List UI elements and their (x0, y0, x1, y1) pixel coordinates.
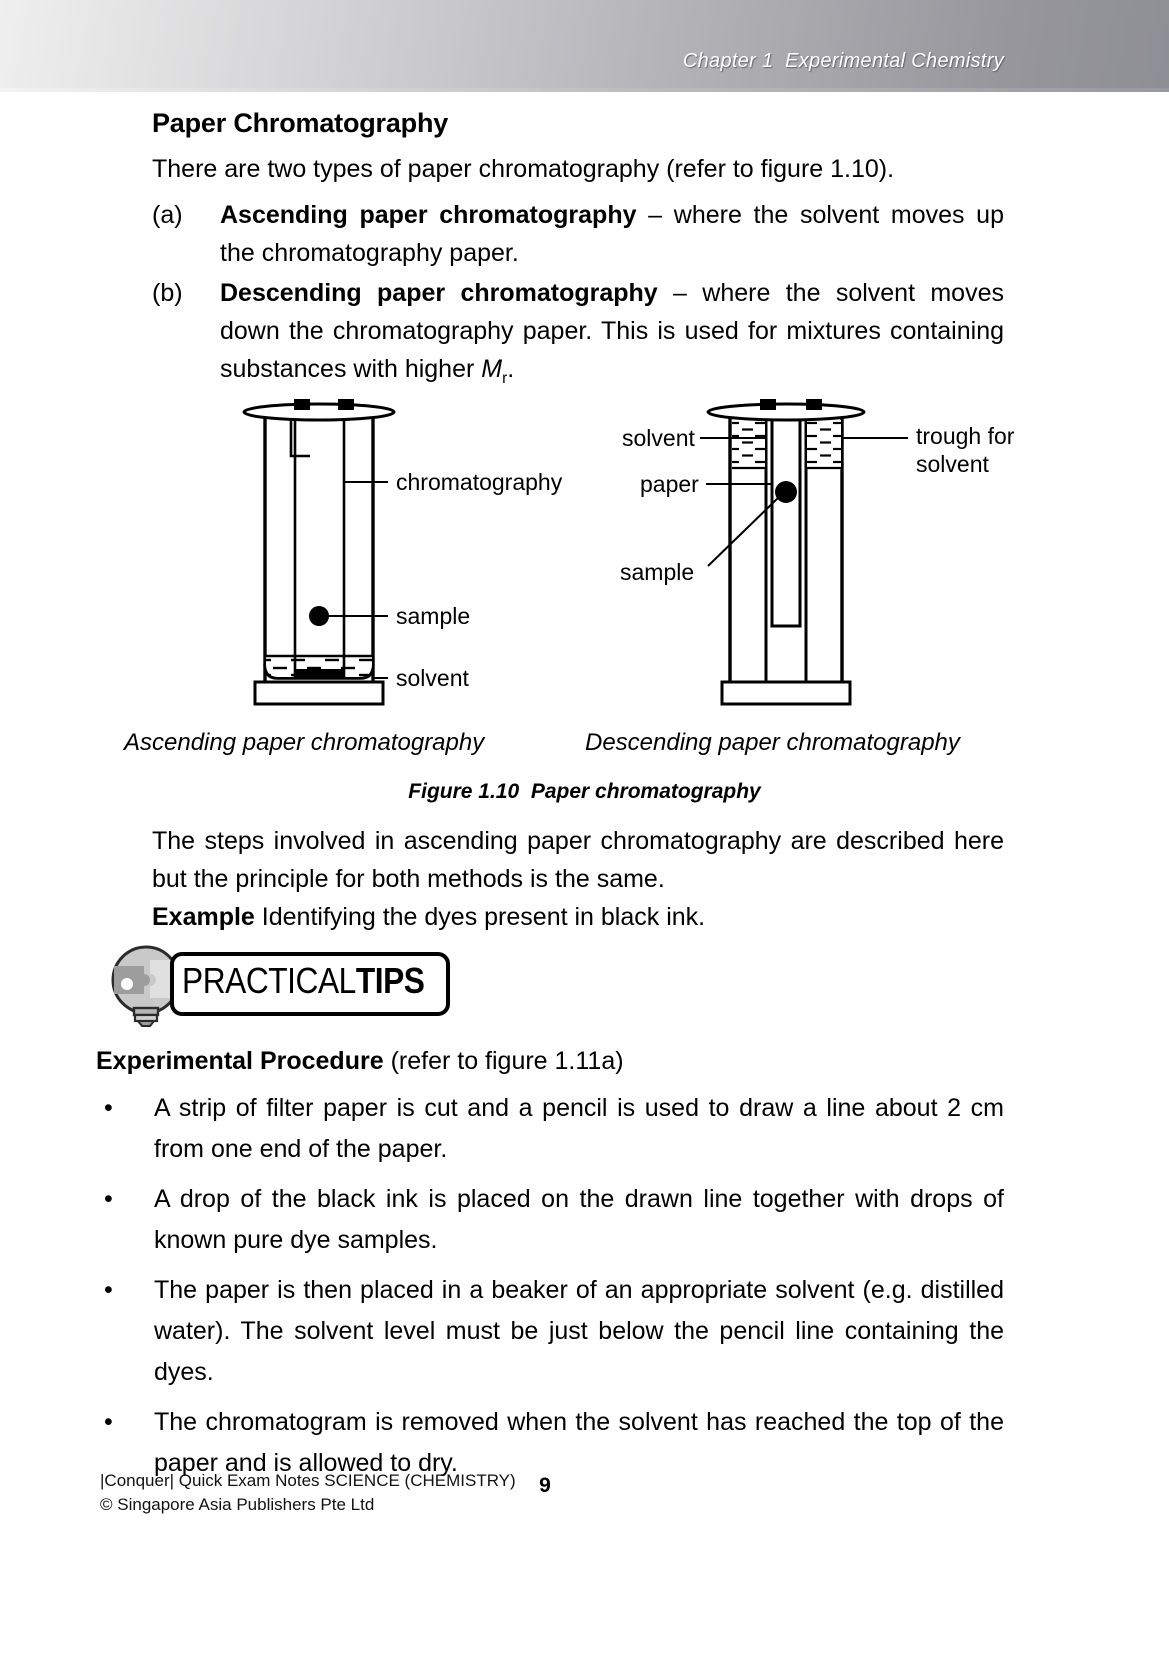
bullet-icon: • (104, 1276, 113, 1304)
descending-lid (708, 404, 864, 420)
bullet-text: A strip of filter paper is cut and a pencil is used to draw a line about 2 cm from one end of the paper. (154, 1094, 1004, 1163)
list-marker-b: (b) (152, 279, 183, 307)
list-item-b (152, 274, 1004, 398)
example-text: Identifying the dyes present in black ink. (254, 903, 706, 931)
chapter-title: Chapter 1 Experimental Chemistry (682, 50, 1004, 72)
list-item (96, 1088, 1004, 1170)
figure-caption-left: Ascending paper chromatography (124, 729, 485, 756)
ascending-clip-right (338, 399, 354, 410)
figure-number-caption: Figure 1.10 Paper chromatography (408, 780, 761, 803)
label-sample-right: sample (620, 559, 695, 585)
descending-sample-spot (775, 481, 797, 503)
list-item (96, 1179, 1004, 1261)
chapter-header-banner (0, 0, 1169, 92)
bullet-text: The chromatogram is removed when the solvent has reached the top of the paper and is allowed to dry. (154, 1408, 1004, 1477)
procedure-heading-rest: (refer to figure 1.11a) (383, 1047, 624, 1075)
descending-clip-left (760, 399, 776, 410)
mr-symbol-letter: M (481, 355, 503, 383)
list-item-a-rest: – where the solvent moves up the chromatography paper. (220, 201, 1004, 267)
page-title: Paper Chromatography (152, 108, 449, 138)
procedure-heading-bold: Experimental Procedure (96, 1047, 384, 1075)
label-paper-right: paper (640, 471, 699, 497)
descending-clip-right (806, 399, 822, 410)
ascending-lid (244, 404, 394, 420)
descending-chromatography-diagram (700, 399, 908, 704)
chromatography-diagrams-svg (0, 394, 1169, 734)
bullet-text: A drop of the black ink is placed on the drawn line together with drops of known pure dye samples. (154, 1185, 1004, 1254)
list-item-b-rest-2: . (507, 355, 515, 383)
bulb-highlight (121, 978, 133, 990)
procedure-bullet-list (96, 1088, 1004, 1493)
experimental-procedure-heading (96, 1042, 624, 1080)
practical-tips-word2: TIPS (355, 960, 425, 1001)
bulb-screw-tip (138, 1021, 154, 1026)
label-sample-left: sample (396, 603, 471, 629)
practical-tips-badge (100, 944, 460, 1028)
figure-caption-right: Descending paper chromatography (585, 729, 960, 756)
ascending-base (255, 682, 383, 704)
bullet-text: The paper is then placed in a beaker of an appropriate solvent (e.g. distilled water). The solvent level must be just below the pencil line containing the dyes. (154, 1276, 1004, 1386)
label-solvent-left: solvent (396, 665, 469, 691)
ascending-clip-left (294, 399, 310, 410)
ascending-paper-bottom-edge (296, 669, 343, 677)
relative-molecular-mass-symbol (481, 355, 508, 387)
descending-trough-liquid-left (732, 420, 765, 468)
intro-paragraph: There are two types of paper chromatography (refer to figure 1.10). (152, 155, 895, 183)
list-item-b-rest-1: – where the solvent moves down the chromatography paper. This is used for mixtures containing substances with higher (220, 279, 1004, 383)
footer-line-1: |Conquer| Quick Exam Notes SCIENCE (CHEMISTRY) (100, 1471, 516, 1490)
descending-trough-liquid-right (807, 420, 841, 468)
footer-line-2: © Singapore Asia Publishers Pte Ltd (100, 1495, 375, 1514)
ascending-jar-walls (265, 414, 373, 682)
bullet-icon: • (104, 1185, 113, 1213)
list-item-a (152, 196, 1004, 272)
mr-symbol-subscript: r (502, 370, 508, 387)
list-marker-a: (a) (152, 201, 183, 229)
practical-tips-text (182, 958, 425, 1004)
label-solvent-right: solvent (622, 425, 695, 451)
descending-paper (772, 416, 800, 626)
practical-tips-word1: PRACTICAL (182, 960, 356, 1001)
list-item-a-text (220, 196, 1004, 272)
figure-labels (396, 423, 1015, 691)
steps-paragraph: The steps involved in ascending paper chromatography are described here but the principle for both methods is the same. (152, 827, 1004, 893)
label-trough-line2: solvent (916, 451, 989, 477)
label-chromatography: chromatography (396, 469, 563, 495)
list-item-a-term: Ascending paper chromatography (220, 201, 637, 229)
ascending-sample-spot (309, 606, 329, 626)
example-paragraph (152, 898, 1004, 936)
page-number: 9 (539, 1474, 551, 1497)
leader-sample-right (708, 497, 779, 566)
bullet-icon: • (104, 1094, 113, 1122)
label-trough-line1: trough for (916, 423, 1015, 449)
descending-base (722, 682, 850, 704)
list-item-b-text (220, 274, 1004, 398)
example-label: Example (152, 903, 255, 931)
list-item (96, 1270, 1004, 1393)
bullet-icon: • (104, 1408, 113, 1436)
ascending-chromatography-diagram (244, 399, 394, 704)
list-item-b-term: Descending paper chromatography (220, 279, 658, 307)
